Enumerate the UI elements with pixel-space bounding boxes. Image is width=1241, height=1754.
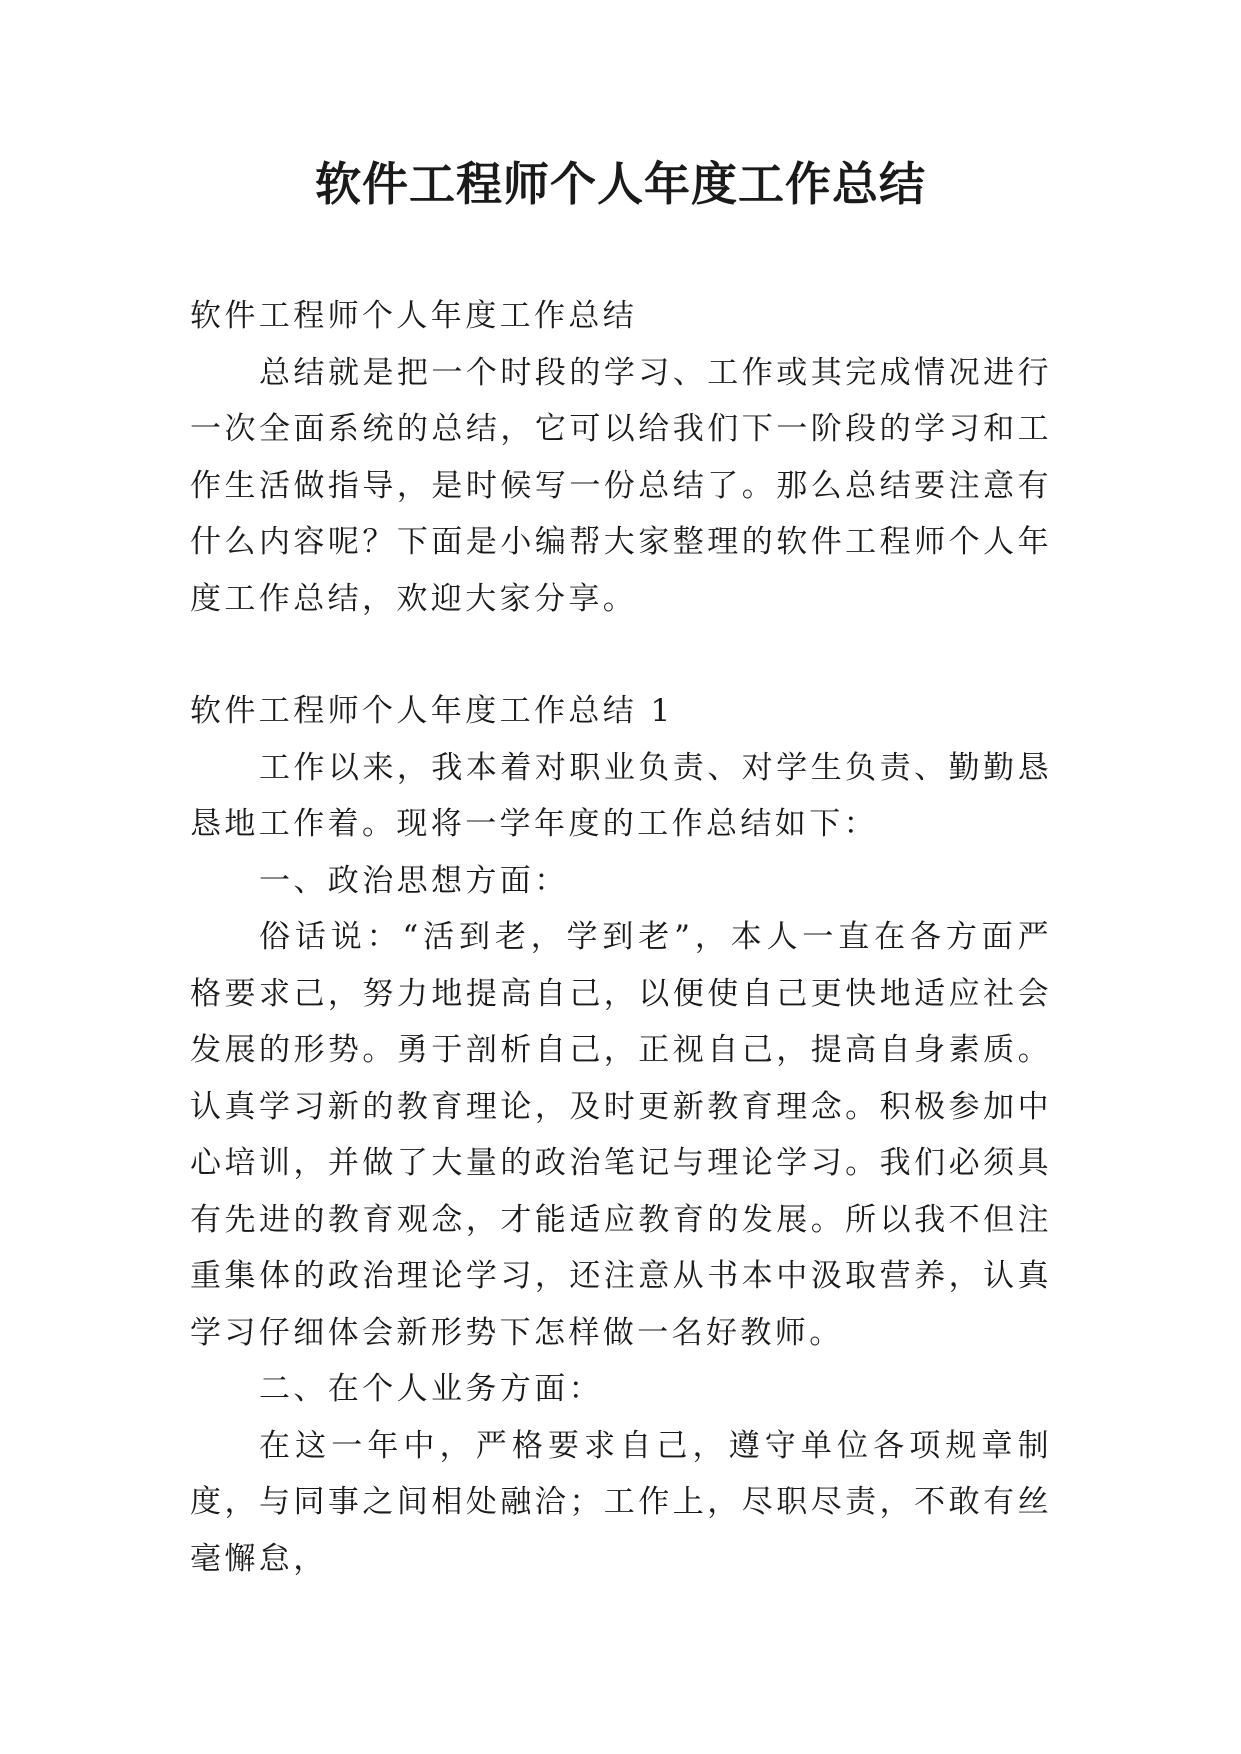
document-body xyxy=(190,288,1052,1587)
document-title: 软件工程师个人年度工作总结 xyxy=(315,157,926,211)
business-paragraph: 在这一年中，严格要求自己，遵守单位各项规章制度，与同事之间相处融洽；工作上，尽职尽责，不敢有丝毫懈怠， xyxy=(190,1427,1052,1577)
subheading-business: 二、在个人业务方面： xyxy=(259,1371,603,1407)
subtitle-line: 软件工程师个人年度工作总结 xyxy=(190,298,638,334)
intro-paragraph: 总结就是把一个时段的学习、工作或其完成情况进行一次全面系统的总结，它可以给我们下一阶段的学习和工作生活做指导，是时候写一份总结了。那么总结要注意有什么内容呢？下面是小编帮大家整理的软件工程师个人年度工作总结，欢迎大家分享。 xyxy=(190,354,1052,617)
opening-paragraph: 工作以来，我本着对职业负责、对学生负责、勤勤恳恳地工作着。现将一学年度的工作总结如下： xyxy=(190,749,1052,842)
political-paragraph: 俗话说：“活到老，学到老”，本人一直在各方面严格要求己，努力地提高自己，以便使自己更快地适应社会发展的形势。勇于剖析自己，正视自己，提高自身素质。认真学习新的教育理论，及时更新教育理念。积极参加中心培训，并做了大量的政治笔记与理论学习。我们必须具有先进的教育观念，才能适应教育的发展。所以我不但注重集体的政治理论学习，还注意从书本中汲取营养，认真学习仔细体会新形势下怎样做一名好教师。 xyxy=(190,919,1052,1351)
subheading-political: 一、政治思想方面： xyxy=(259,862,569,899)
section-heading: 软件工程师个人年度工作总结 1 xyxy=(190,693,674,729)
